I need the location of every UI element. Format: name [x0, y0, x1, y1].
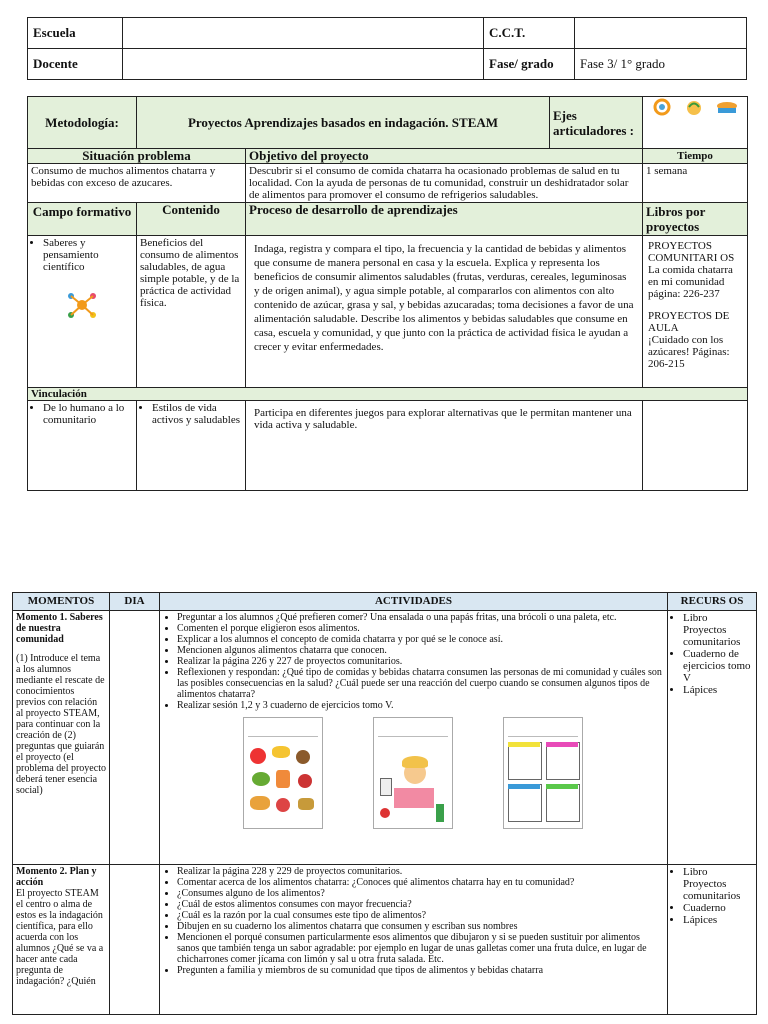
libros-value-3: PROYECTOS DE AULA — [648, 310, 730, 334]
fase-value: Fase 3/ 1° grado — [575, 49, 747, 80]
contenido-value: Beneficios del consumo de alimentos saludables, de agua simple potable, y de la práctica de actividad física. — [137, 236, 246, 388]
libros-value-4: ¡Cuidado con los azúcares! Páginas: 206-215 — [648, 334, 730, 370]
col-recursos: RECURS OS — [668, 593, 757, 611]
m1-item: • Reflexionen y respondan: ¿Qué tipo de comidas y bebidas chatarra consumen las personas de mi comunidad y cuáles son las posibles consecuencias en la salud? ¿Cuál puede ser una reacción del cuerpo cuando se consumen algunos tipos de alimentos chatarra? — [177, 667, 664, 700]
worksheet-thumbnails — [163, 717, 664, 829]
tiempo-value: 1 semana — [643, 164, 748, 203]
m1-desc: (1) Introduce el tema a los alumnos mediante el rescate de conocimientos previos con relación al proyecto STEAM, para continuar con la creación de (2) preguntas que guiarán el proyecto (el problema del proyecto deberá tener esencia social) — [16, 653, 106, 796]
activities-table — [12, 592, 757, 1015]
campo-value: • Saberes y pensamiento científico — [43, 237, 133, 273]
m2-item: • ¿Cuál de estos alimentos consumes con mayor frecuencia? — [177, 899, 664, 910]
m2-resource: • Libro Proyectos comunitarios — [683, 866, 753, 902]
proceso-value: Indaga, registra y compara el tipo, la frecuencia y la cantidad de bebidas y alimentos que consume de manera personal en casa y la escuela. Explica y representa los beneficios de consumir alimentos saludables (frutas, verduras, cereales, leguminosas y de origen animal), y agua simple potable, al compararlos con alimentos con alto contenido de azúcar, grasa y sal, y bebidas azucaradas; toma decisiones a favor de una alimentación saludable. Describe los alimentos y bebidas saludables que consume en casa, escuela y comunidad, y que junto con la práctica de actividad física le ayudan a crecer y evitar enfermedades. — [246, 236, 643, 388]
libros-label: Libros por proyectos — [643, 203, 748, 236]
campo-label: Campo formativo — [28, 203, 137, 236]
campo-cell — [28, 236, 137, 388]
proceso-label: Proceso de desarrollo de aprendizajes — [246, 203, 643, 236]
m1-item: • Comenten el porque eligieron esos alimentos. — [177, 623, 664, 634]
situacion-value: Consumo de muchos alimentos chatarra y bebidas con exceso de azucares. — [28, 164, 246, 203]
m1-item: • Mencionen algunos alimentos chatarra que conocen. — [177, 645, 664, 656]
ejes-label: Ejes articuladores : — [550, 97, 643, 149]
m1-resource: • Lápices — [683, 684, 753, 696]
m2-item: • Mencionen el porqué consumen particularmente esos alimentos que dibujaron y si se pueden sustituir por alimentos sanos que también tenga un sabor agradable: por ejemplo en lugar de unas galletas comer una fruta dulce, en lugar de chicharrones comer jícama con limón y sal u otra fruta salada. Etc. — [177, 932, 664, 965]
m2-item: • ¿Cuál es la razón por la cual consumes este tipo de alimentos? — [177, 910, 664, 921]
docente-field[interactable] — [123, 49, 484, 80]
m2-item: • Comentar acerca de los alimentos chatarra: ¿Conoces qué alimentos chatarra hay en tu comunidad? — [177, 877, 664, 888]
docente-label: Docente — [28, 49, 123, 80]
worksheet-thumb-boxes — [503, 717, 583, 829]
vinc-libros — [643, 401, 748, 491]
contenido-label: Contenido — [137, 203, 246, 236]
libros-value-1: PROYECTOS COMUNITARI OS — [648, 240, 735, 264]
m1-resource: • Libro Proyectos comunitarios — [683, 612, 753, 648]
col-dia: DIA — [110, 593, 160, 611]
libros-value-2: La comida chatarra en mi comunidad página: 226-237 — [648, 264, 733, 300]
objetivo-label: Objetivo del proyecto — [246, 149, 643, 164]
vinculacion-label: Vinculación — [28, 388, 748, 401]
fase-label: Fase/ grado — [484, 49, 575, 80]
situacion-label: Situación problema — [28, 149, 246, 164]
vinc-campo: • De lo humano a lo comunitario — [43, 402, 133, 426]
worksheet-thumb-food — [243, 717, 323, 829]
header-table — [27, 17, 747, 80]
m2-title: Momento 2. Plan y acción — [16, 866, 97, 888]
objetivo-value: Descubrir si el consumo de comida chatarra ha ocasionado problemas de salud en tu localidad. Con la ayuda de personas de tu comunidad, construir un deshidratador solar de alimentos para promover el consumo de refrigerios saludables. — [246, 164, 643, 203]
reading-icon — [715, 98, 739, 116]
metodologia-label: Metodología: — [28, 97, 137, 149]
m2-item: • Dibujen en su cuaderno los alimentos chatarra que consumen y escriban sus nombres — [177, 921, 664, 932]
vinc-contenido: • Estilos de vida activos y saludables — [152, 402, 242, 426]
m1-item: • Preguntar a los alumnos ¿Qué prefieren comer? Una ensalada o una papás fritas, una brócoli o una paleta, etc. — [177, 612, 664, 623]
science-icon — [62, 285, 102, 325]
vinc-proceso: Participa en diferentes juegos para explorar alternativas que le permitan mantener una vida activa y saludable. — [246, 401, 643, 491]
m2-item: • ¿Consumes alguno de los alimentos? — [177, 888, 664, 899]
cct-label: C.C.T. — [484, 18, 575, 49]
inclusion-icon — [651, 98, 673, 116]
m1-dia — [110, 611, 160, 865]
m2-resource: • Lápices — [683, 914, 753, 926]
m1-item: • Realizar la página 226 y 227 de proyectos comunitarios. — [177, 656, 664, 667]
cct-field[interactable] — [575, 18, 747, 49]
m1-resource: • Cuaderno de ejercicios tomo V — [683, 648, 753, 684]
m2-item: • Pregunten a familia y miembros de su comunidad que tipos de alimentos y bebidas chatarra — [177, 965, 664, 976]
metodologia-value: Proyectos Aprendizajes basados en indagación. STEAM — [137, 97, 550, 149]
m1-item: • Realizar sesión 1,2 y 3 cuaderno de ejercicios tomo V. — [177, 700, 664, 711]
culture-icon — [683, 98, 705, 116]
m2-dia — [110, 865, 160, 1015]
worksheet-thumb-girl — [373, 717, 453, 829]
m1-item: • Explicar a los alumnos el concepto de comida chatarra y por qué se le conoce así. — [177, 634, 664, 645]
col-momentos: MOMENTOS — [13, 593, 110, 611]
plan-table — [27, 96, 748, 491]
escuela-field[interactable] — [123, 18, 484, 49]
m2-desc: El proyecto STEAM el centro o alma de estos es la indagación científica, para ello acuerda con los alumnos ¿Qué se va a hacer ante cada pregunta de indagación? ¿Quién — [16, 888, 104, 987]
escuela-label: Escuela — [28, 18, 123, 49]
tiempo-label: Tiempo — [643, 149, 748, 164]
m1-title: Momento 1. Saberes de nuestra comunidad — [16, 612, 103, 645]
m2-resource: • Cuaderno — [683, 902, 753, 914]
m2-item: • Realizar la página 228 y 229 de proyectos comunitarios. — [177, 866, 664, 877]
ejes-icons — [643, 97, 748, 149]
col-actividades: ACTIVIDADES — [160, 593, 668, 611]
